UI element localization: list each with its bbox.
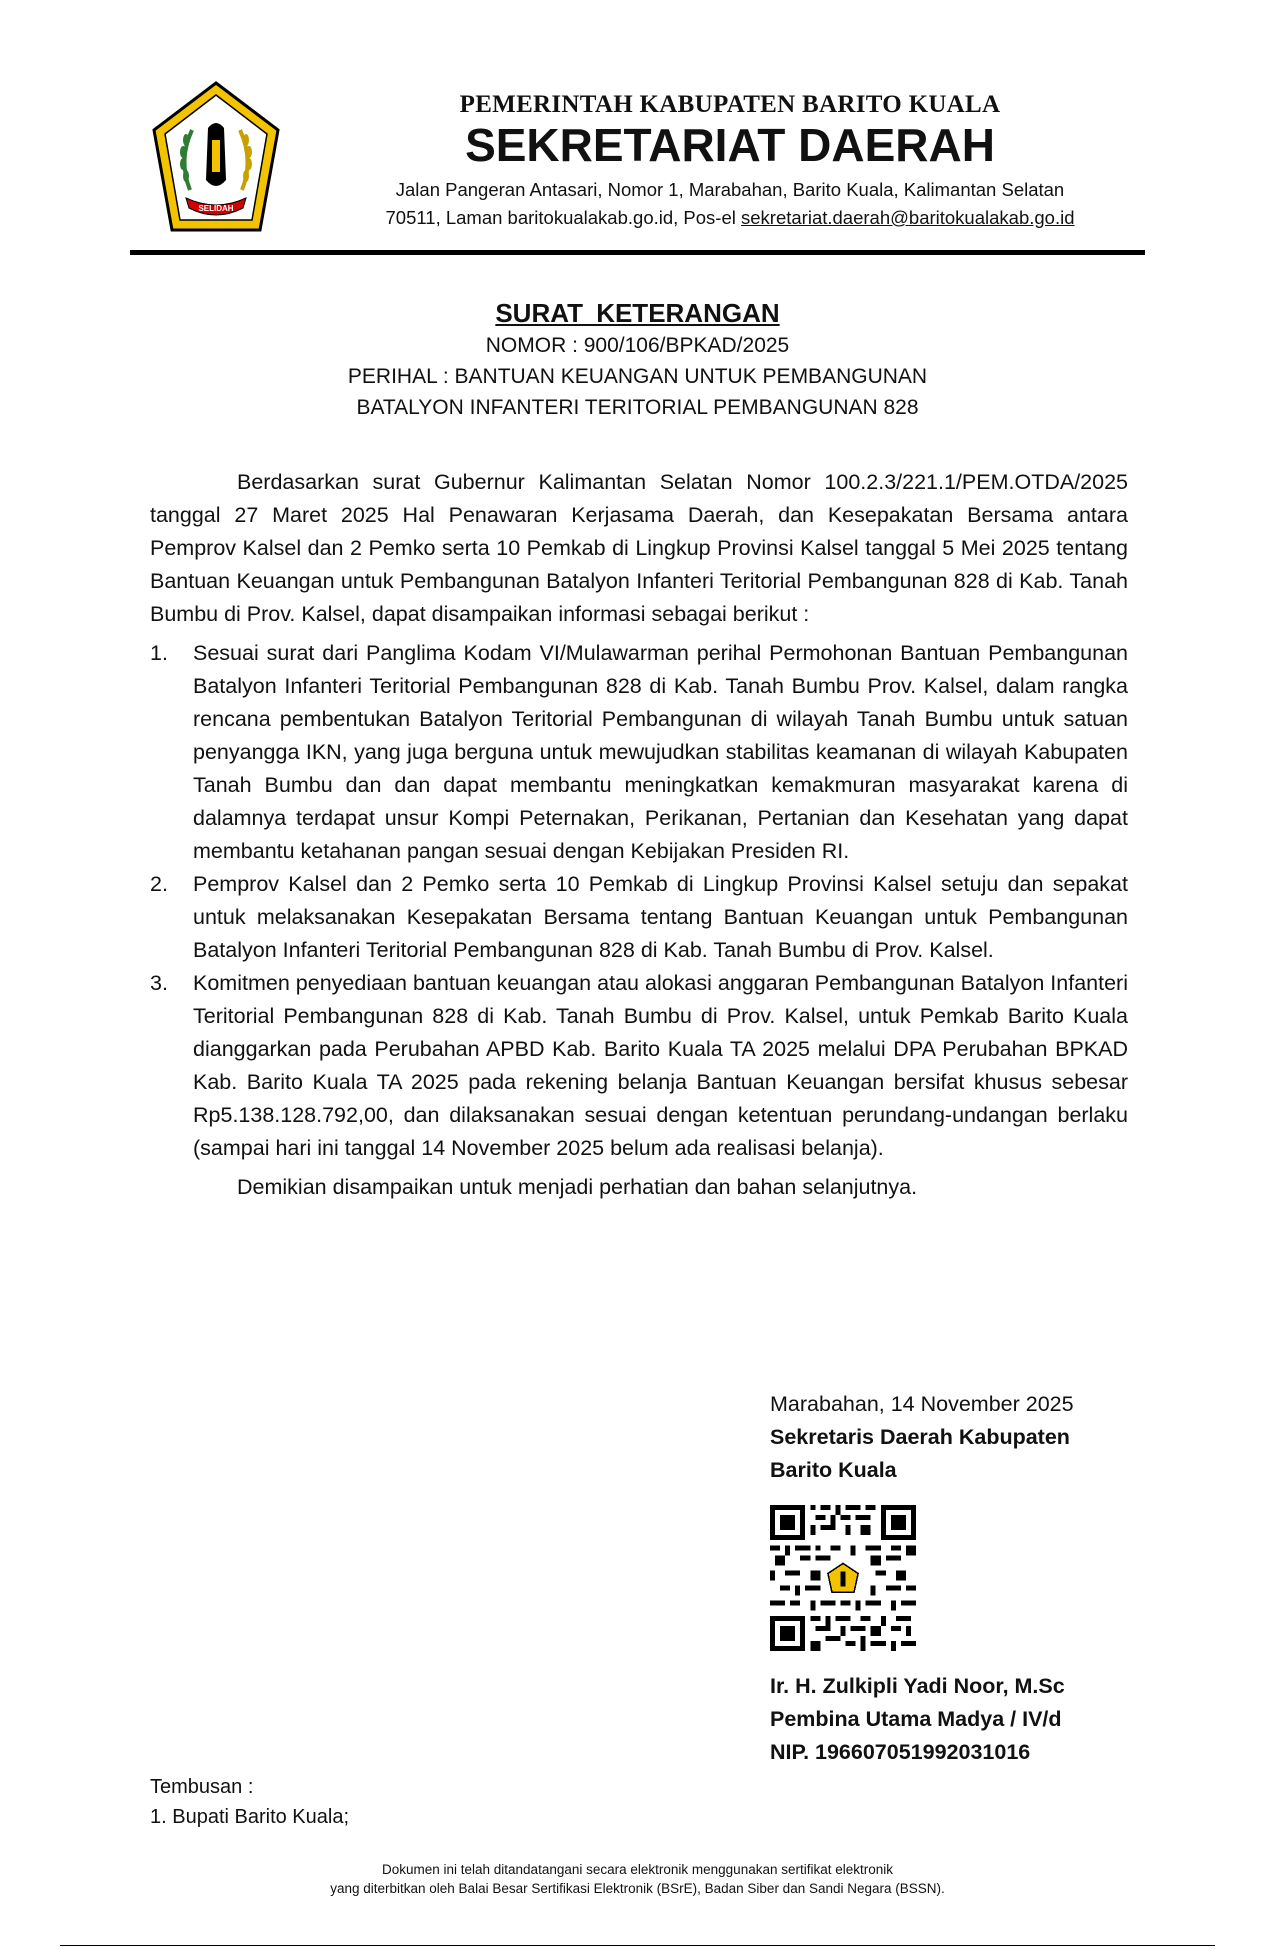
logo-ribbon-text: SELIDAH: [198, 204, 234, 213]
list-item-text: Sesuai surat dari Panglima Kodam VI/Mulawarman perihal Permohonan Bantuan Pembangunan Batalyon Infanteri Teritorial Pembangunan 828 di Kab. Tanah Bumbu Prov. Kalsel, dalam rangka rencana pembentukan Batalyon Teritorial Pembangunan di wilayah Tanah Bumbu untuk satuan penyangga IKN, yang juga berguna untuk mewujudkan stabilitas keamanan di wilayah Kabupaten Tanah Bumbu dan dan dapat membantu meningkatkan kemakmuran masyarakat karena di dalamnya terdapat unsur Kompi Peternakan, Perikanan, Pertanian dan Kesehatan yang dapat membantu ketahanan pangan sesuai dengan Kebijakan Presiden RI.: [193, 641, 1128, 863]
footer-line-1: Dokumen ini telah ditandatangani secara elektronik menggunakan sertifikat elektronik: [381, 1862, 894, 1877]
list-item: [150, 967, 1128, 1165]
address-line-2: [300, 204, 1160, 232]
signature-block: [770, 1388, 1150, 1487]
footer-divider: [60, 1945, 1215, 1946]
tembusan-item: 1. Bupati Barito Kuala;: [150, 1806, 350, 1828]
list-item-number: 3.: [150, 971, 168, 995]
closing-paragraph: Demikian disampaikan untuk menjadi perhatian dan bahan selanjutnya.: [237, 1175, 918, 1199]
tembusan-label: Tembusan :: [150, 1776, 254, 1798]
signer-block: [770, 1670, 1170, 1769]
letterhead-pemerintah: PEMERINTAH KABUPATEN BARITO KUALA: [459, 91, 1001, 118]
tembusan-block: [150, 1772, 750, 1832]
email-link[interactable]: sekretariat.daerah@baritokualakab.go.id: [741, 207, 1075, 228]
list-item: [150, 868, 1128, 967]
signer-name: Ir. H. Zulkipli Yadi Noor, M.Sc: [770, 1674, 1065, 1698]
letter-title-block: [130, 296, 1145, 423]
list-item-text: Pemprov Kalsel dan 2 Pemko serta 10 Pemkab di Lingkup Provinsi Kalsel setuju dan sepakat untuk melaksanakan Kesepakatan Bersama tentang Bantuan Keuangan untuk Pembangunan Batalyon Infanteri Teritorial Pembangunan 828 di Kab. Tanah Bumbu di Prov. Kalsel.: [193, 872, 1128, 962]
list-item-text: Komitmen penyediaan bantuan keuangan atau alokasi anggaran Pembangunan Batalyon Infanteri Teritorial Pembangunan 828 di Kab. Tanah Bumbu di Prov. Kalsel, untuk Pemkab Barito Kuala dianggarkan pada Perubahan APBD Kab. Barito Kuala TA 2025 melalui DPA Perubahan BPKAD Kab. Barito Kuala TA 2025 pada rekening belanja Bantuan Keuangan bersifat khusus sebesar Rp5.138.128.792,00, dan dilaksanakan sesuai dengan ketentuan perundang-undangan berlaku (sampai hari ini tanggal 14 November 2025 belum ada realisasi belanja).: [193, 971, 1128, 1160]
intro-paragraph: Berdasarkan surat Gubernur Kalimantan Selatan Nomor 100.2.3/221.1/PEM.OTDA/2025 tanggal 27 Maret 2025 Hal Penawaran Kerjasama Daerah, dan Kesepakatan Bersama antara Pemprov Kalsel dan 2 Pemko serta 10 Pemkab di Lingkup Provinsi Kalsel tanggal 5 Mei 2025 tentang Bantuan Keuangan untuk Pembangunan Batalyon Infanteri Teritorial Pembangunan 828 di Kab. Tanah Bumbu di Prov. Kalsel, dapat disampaikan informasi sebagai berikut :: [150, 470, 1128, 626]
signer-nip: NIP. 196607051992031016: [770, 1740, 1031, 1764]
letter-title: SURAT KETERANGAN: [495, 298, 780, 328]
numbered-list: [150, 637, 1128, 1165]
list-item-number: 1.: [150, 641, 168, 665]
regency-logo: [150, 80, 282, 235]
letterhead-divider: [130, 250, 1145, 255]
signature-place-date: Marabahan, 14 November 2025: [770, 1392, 1074, 1416]
list-item: [150, 637, 1128, 868]
e-signature-footer: [130, 1860, 1145, 1898]
address-line-2-prefix: 70511, Laman baritokualakab.go.id, Pos-el: [385, 207, 742, 228]
letterhead-sekretariat: SEKRETARIAT DAERAH: [465, 119, 995, 171]
address-line-1: Jalan Pangeran Antasari, Nomor 1, Marabahan, Barito Kuala, Kalimantan Selatan: [395, 179, 1065, 200]
footer-line-2: yang diterbitkan oleh Balai Besar Sertifikasi Elektronik (BSrE), Badan Siber dan Sandi Negara (BSSN).: [330, 1881, 945, 1896]
signature-position-line-2: Barito Kuala: [770, 1458, 897, 1482]
signature-position-line-1: Sekretaris Daerah Kabupaten: [770, 1425, 1070, 1449]
letterhead-address: [300, 176, 1160, 232]
letter-body: [150, 466, 1128, 1204]
qr-code-signature: [770, 1505, 916, 1651]
signer-rank: Pembina Utama Madya / IV/d: [770, 1707, 1062, 1731]
letter-subject-line-1: PERIHAL : BANTUAN KEUANGAN UNTUK PEMBANGUNAN: [347, 365, 928, 388]
letter-subject-line-2: BATALYON INFANTERI TERITORIAL PEMBANGUNAN 828: [356, 396, 919, 419]
letter-number: NOMOR : 900/106/BPKAD/2025: [485, 334, 790, 357]
list-item-number: 2.: [150, 872, 168, 896]
letterhead: [300, 90, 1160, 232]
